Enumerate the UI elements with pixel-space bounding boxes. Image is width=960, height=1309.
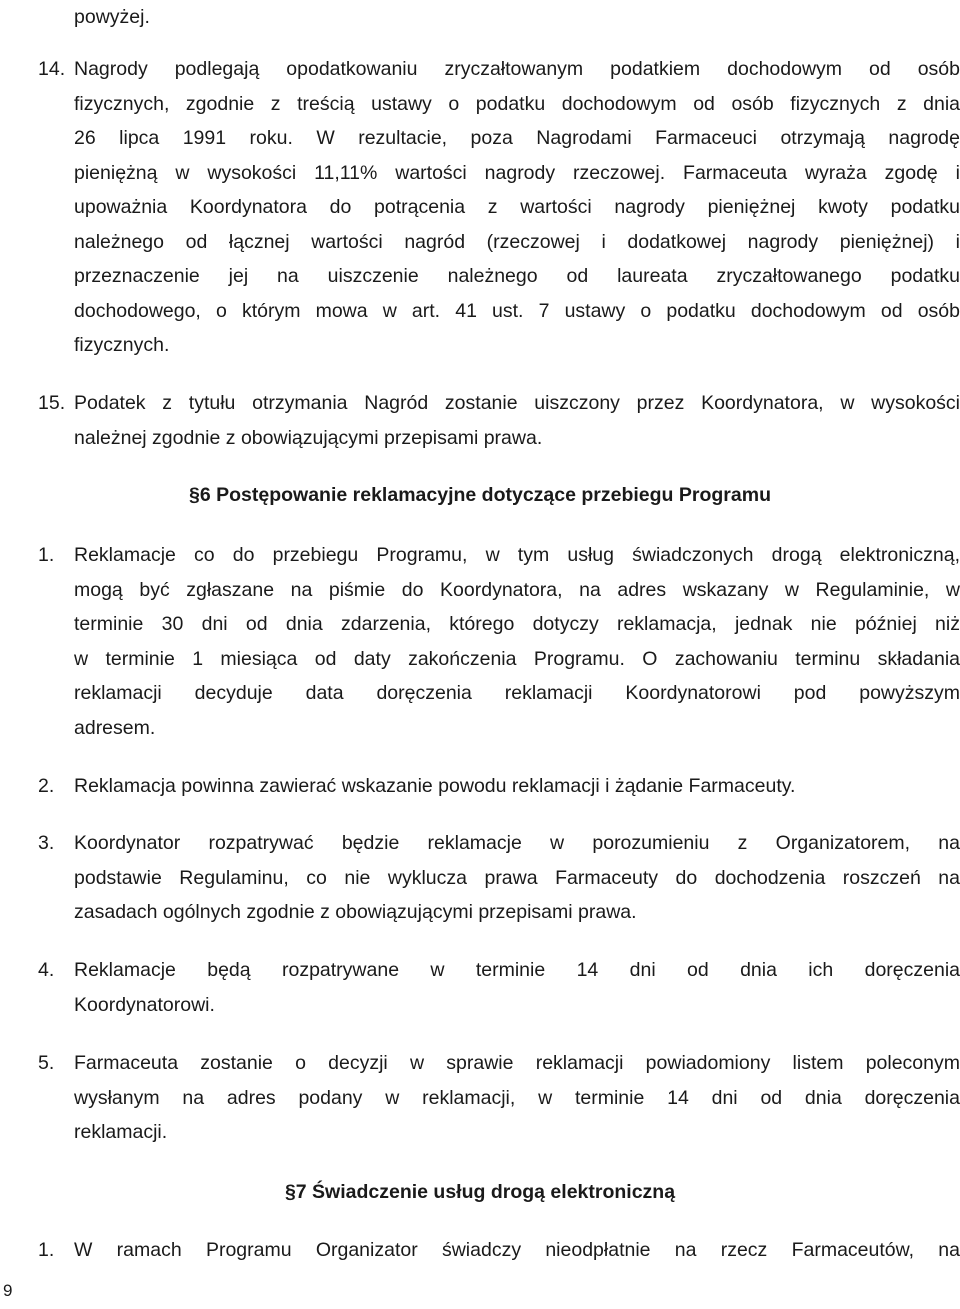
text-line: należnego od łącznej wartości nagród (rzeczowej i dodatkowej nagrody pieniężnej) i xyxy=(74,230,960,253)
text-line: Koordynator rozpatrywać będzie reklamacje w porozumieniu z Organizatorem, na xyxy=(74,832,960,854)
item-number: 1. xyxy=(38,1239,55,1261)
text-line: Podatek z tytułu otrzymania Nagród zostanie uiszczony przez Koordynatora, w wysokości xyxy=(74,392,960,414)
text-line: podstawie Regulaminu, co nie wyklucza prawa Farmaceuty do dochodzenia roszczeń na xyxy=(74,866,960,889)
text-line: pieniężną w wysokości 11,11% wartości nagrody rzeczowej. Farmaceuta wyraża zgodę i xyxy=(74,161,960,184)
text-line: Reklamacje będą rozpatrywane w terminie 14 dni od dnia ich doręczenia xyxy=(74,959,960,981)
text-line: upoważnia Koordynatora do potrącenia z wartości nagrody pieniężnej kwoty podatku xyxy=(74,196,960,218)
text-line: zasadach ogólnych zgodnie z obowiązującymi przepisami prawa. xyxy=(74,901,637,923)
text-line: W ramach Programu Organizator świadczy nieodpłatnie na rzecz Farmaceutów, na xyxy=(74,1239,960,1261)
text-line: Reklamacje co do przebiegu Programu, w tym usług świadczonych drogą elektroniczną, xyxy=(74,544,960,566)
text-line: reklamacji decyduje data doręczenia reklamacji Koordynatorowi pod powyższym xyxy=(74,682,960,704)
section-6-heading: §6 Postępowanie reklamacyjne dotyczące przebiegu Programu xyxy=(189,484,771,506)
text-line: fizycznych, zgodnie z treścią ustawy o podatku dochodowym od osób fizycznych z dnia xyxy=(74,92,960,115)
section-7-heading: §7 Świadczenie usług drogą elektroniczną xyxy=(284,1181,676,1203)
item-number: 15. xyxy=(38,392,66,414)
text-line: w terminie 1 miesiąca od daty zakończenia Programu. O zachowaniu terminu składania xyxy=(74,647,960,670)
text-line: fizycznych. xyxy=(74,334,170,356)
text-line: przeznaczenie jej na uiszczenie należnego od laureata zryczałtowanego podatku xyxy=(74,265,960,287)
text-line: dochodowego, o którym mowa w art. 41 ust. 7 ustawy o podatku dochodowym od osób xyxy=(74,299,960,322)
text-line: Nagrody podlegają opodatkowaniu zryczałtowanym podatkiem dochodowym od osób xyxy=(74,58,960,80)
text-line: reklamacji. xyxy=(74,1121,168,1143)
text-line: Farmaceuta zostanie o decyzji w sprawie reklamacji powiadomiony listem poleconym xyxy=(74,1052,960,1074)
text-line: 26 lipca 1991 roku. W rezultacie, poza Nagrodami Farmaceuci otrzymają nagrodę xyxy=(74,127,960,149)
text-line: adresem. xyxy=(74,716,156,739)
item-number: 4. xyxy=(38,959,55,981)
text-line: Reklamacja powinna zawierać wskazanie powodu reklamacji i żądanie Farmaceuty. xyxy=(74,775,796,797)
item-number: 5. xyxy=(38,1052,55,1074)
item-number: 1. xyxy=(38,544,55,566)
text-line: Koordynatorowi. xyxy=(74,993,215,1016)
item-number: 2. xyxy=(38,775,55,797)
item-number: 3. xyxy=(38,832,55,854)
text-line: mogą być zgłaszane na piśmie do Koordynatora, na adres wskazany w Regulaminie, w xyxy=(74,578,960,601)
text-line: powyżej. xyxy=(74,6,150,28)
item-number: 14. xyxy=(38,58,66,80)
text-line: wysłanym na adres podany w reklamacji, w terminie 14 dni od dnia doręczenia xyxy=(74,1086,960,1109)
text-line: terminie 30 dni od dnia zdarzenia, którego dotyczy reklamacja, jednak nie później niż xyxy=(74,613,960,635)
page-number: 9 xyxy=(3,1281,13,1300)
text-line: należnej zgodnie z obowiązującymi przepisami prawa. xyxy=(74,426,543,449)
